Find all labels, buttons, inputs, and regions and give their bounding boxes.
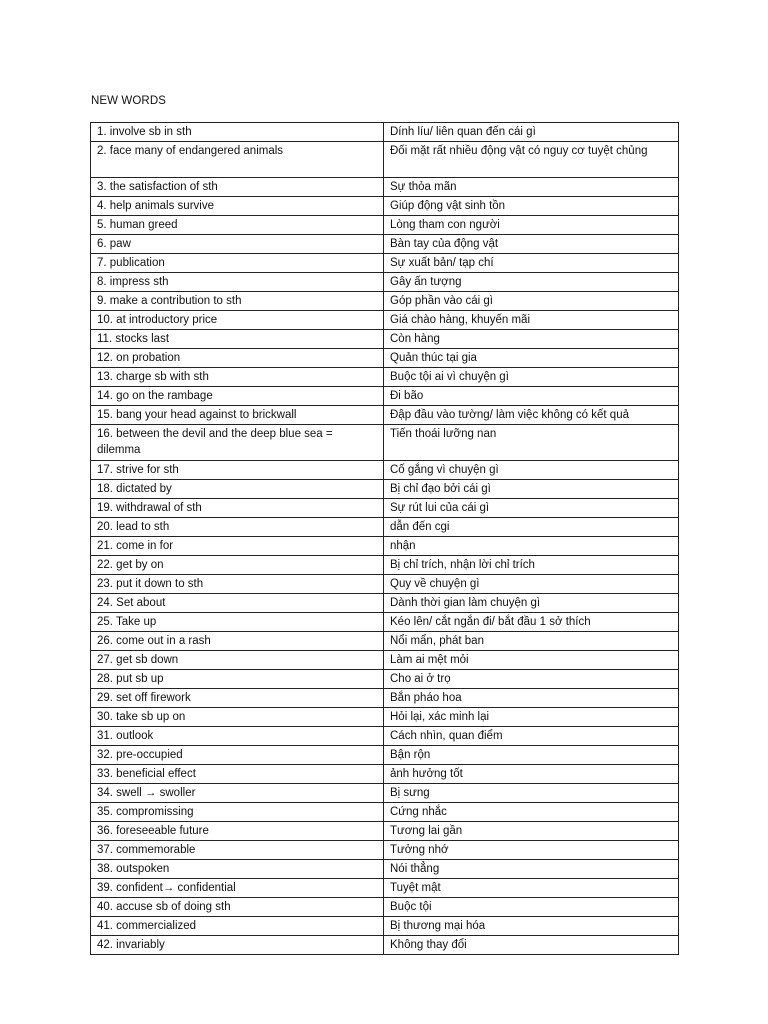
table-row [91,142,679,178]
table-row [91,518,679,537]
term-cell: 41. commercialized [91,917,384,936]
term-cell: 11. stocks last [91,330,384,349]
table-row [91,537,679,556]
table-row [91,387,679,406]
term-cell: 3. the satisfaction of sth [91,178,384,197]
table-row [91,594,679,613]
meaning-cell: Sự thỏa mãn [384,178,679,197]
table-row [91,727,679,746]
term-cell: 24. Set about [91,594,384,613]
meaning-cell: Góp phần vào cái gì [384,292,679,311]
meaning-cell: Bận rộn [384,746,679,765]
table-row [91,216,679,235]
meaning-cell: Bị chỉ đạo bởi cái gì [384,480,679,499]
page-heading: NEW WORDS [91,95,167,107]
term-cell: 4. help animals survive [91,197,384,216]
term-cell: 28. put sb up [91,670,384,689]
meaning-cell: Bị sưng [384,784,679,803]
table-row [91,292,679,311]
term-cell: 19. withdrawal of sth [91,499,384,518]
meaning-cell: Buộc tội [384,898,679,917]
meaning-cell: Cứng nhắc [384,803,679,822]
term-cell: 30. take sb up on [91,708,384,727]
table-row [91,613,679,632]
term-cell: 34. swell → swoller [91,784,384,803]
term-cell: 38. outspoken [91,860,384,879]
meaning-cell: Đập đầu vào tường/ làm việc không có kết quả [384,406,679,425]
table-row [91,917,679,936]
table-row [91,311,679,330]
meaning-cell: Quản thúc tại gia [384,349,679,368]
meaning-cell: ảnh hưởng tốt [384,765,679,784]
term-cell: 25. Take up [91,613,384,632]
term-cell: 5. human greed [91,216,384,235]
term-cell: 26. come out in a rash [91,632,384,651]
term-cell: 42. invariably [91,936,384,955]
meaning-cell: Cố gắng vì chuyện gì [384,461,679,480]
table-row [91,499,679,518]
table-row [91,765,679,784]
term-cell: 37. commemorable [91,841,384,860]
meaning-cell: Bị chỉ trích, nhận lời chỉ trích [384,556,679,575]
meaning-cell: Kéo lên/ cắt ngắn đi/ bắt đầu 1 sở thích [384,613,679,632]
table-row [91,936,679,955]
term-cell: 36. foreseeable future [91,822,384,841]
term-cell: 35. compromissing [91,803,384,822]
meaning-cell: Giá chào hàng, khuyến mãi [384,311,679,330]
term-cell: 12. on probation [91,349,384,368]
term-cell: 9. make a contribution to sth [91,292,384,311]
term-cell: 13. charge sb with sth [91,368,384,387]
term-cell: 40. accuse sb of doing sth [91,898,384,917]
meaning-cell: Đi bão [384,387,679,406]
meaning-cell: Sự rút lui của cái gì [384,499,679,518]
table-row [91,197,679,216]
term-cell: 2. face many of endangered animals [91,142,384,178]
meaning-cell: Tuyệt mật [384,879,679,898]
table-row [91,368,679,387]
table-row [91,841,679,860]
meaning-cell: Hỏi lại, xác minh lại [384,708,679,727]
table-row [91,349,679,368]
vocabulary-table [90,122,679,955]
meaning-cell: Lòng tham con người [384,216,679,235]
term-cell: 22. get by on [91,556,384,575]
meaning-cell: Gây ấn tượng [384,273,679,292]
table-row [91,556,679,575]
term-cell: 10. at introductory price [91,311,384,330]
table-row [91,480,679,499]
table-row [91,235,679,254]
term-cell: 8. impress sth [91,273,384,292]
meaning-cell: Giúp động vật sinh tồn [384,197,679,216]
term-cell: 1. involve sb in sth [91,123,384,142]
table-row [91,822,679,841]
meaning-cell: Không thay đổi [384,936,679,955]
table-row [91,425,679,461]
table-row [91,575,679,594]
table-row [91,254,679,273]
term-cell: 15. bang your head against to brickwall [91,406,384,425]
term-cell: 21. come in for [91,537,384,556]
term-cell: 27. get sb down [91,651,384,670]
meaning-cell: Dành thời gian làm chuyện gì [384,594,679,613]
meaning-cell: Nói thẳng [384,860,679,879]
table-row [91,708,679,727]
meaning-cell: nhận [384,537,679,556]
table-row [91,406,679,425]
term-cell: 32. pre-occupied [91,746,384,765]
meaning-cell: Tưởng nhớ [384,841,679,860]
table-row [91,273,679,292]
term-cell: 7. publication [91,254,384,273]
table-row [91,689,679,708]
term-cell: 14. go on the rambage [91,387,384,406]
term-cell: 6. paw [91,235,384,254]
table-row [91,746,679,765]
term-cell: 17. strive for sth [91,461,384,480]
meaning-cell: Cho ai ở trọ [384,670,679,689]
meaning-cell: Sự xuất bản/ tạp chí [384,254,679,273]
table-row [91,651,679,670]
term-cell: 31. outlook [91,727,384,746]
table-row [91,803,679,822]
meaning-cell: Nổi mẩn, phát ban [384,632,679,651]
table-row [91,784,679,803]
meaning-cell: Bị thương mại hóa [384,917,679,936]
meaning-cell: dẫn đến cgi [384,518,679,537]
meaning-cell: Bàn tay của động vật [384,235,679,254]
table-row [91,178,679,197]
term-cell: 39. confident→ confidential [91,879,384,898]
meaning-cell: Làm ai mệt mỏi [384,651,679,670]
table-row [91,879,679,898]
meaning-cell: Tương lai gần [384,822,679,841]
meaning-cell: Buộc tội ai vì chuyện gì [384,368,679,387]
table-row [91,632,679,651]
term-cell: 23. put it down to sth [91,575,384,594]
meaning-cell: Tiến thoái lưỡng nan [384,425,679,461]
meaning-cell: Đối mặt rất nhiều động vật có nguy cơ tuyệt chủng [384,142,679,178]
term-cell: 20. lead to sth [91,518,384,537]
table-row [91,898,679,917]
meaning-cell: Cách nhìn, quan điểm [384,727,679,746]
table-row [91,670,679,689]
term-cell: 33. beneficial effect [91,765,384,784]
meaning-cell: Quy về chuyện gì [384,575,679,594]
meaning-cell: Dính líu/ liên quan đến cái gì [384,123,679,142]
meaning-cell: Còn hàng [384,330,679,349]
term-cell: 18. dictated by [91,480,384,499]
vocabulary-table-body [91,123,679,955]
table-row [91,330,679,349]
table-row [91,461,679,480]
table-row [91,860,679,879]
meaning-cell: Bắn pháo hoa [384,689,679,708]
term-cell: 16. between the devil and the deep blue sea = dilemma [91,425,384,461]
term-cell: 29. set off firework [91,689,384,708]
table-row [91,123,679,142]
